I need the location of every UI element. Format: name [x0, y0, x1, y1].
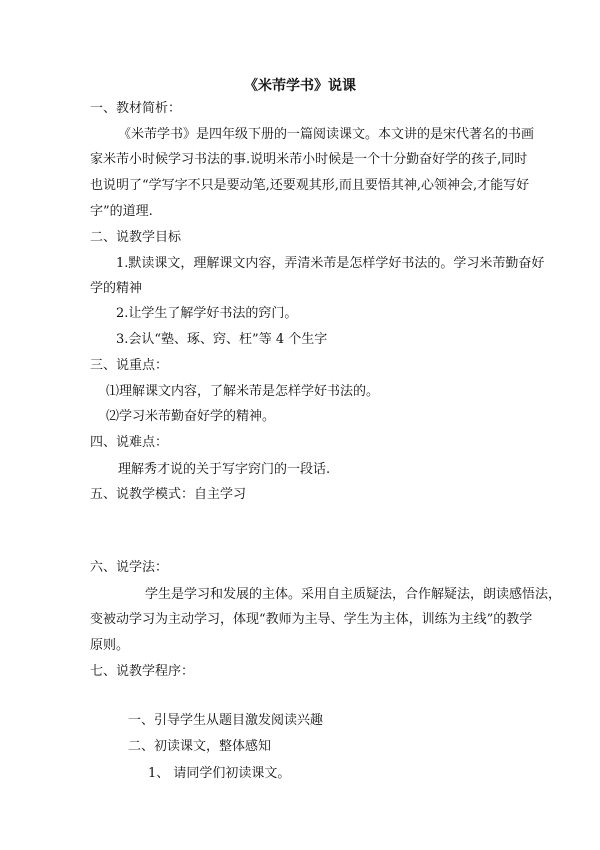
section-heading-textbook-analysis: 一、教材简析：	[90, 101, 182, 116]
section-heading-teaching-mode: 五、说教学模式：自主学习	[90, 487, 247, 502]
paragraph-line: 家米芾小时候学习书法的事.说明米芾小时候是一个十分勤奋好学的孩子,同时	[90, 152, 528, 167]
goal-item: 2.让学生了解学好书法的窍门。	[116, 306, 298, 321]
paragraph-line: 也说明了“学写字不只是要动笔,还要观其形,而且要悟其神,心领神会,才能写好	[90, 178, 530, 193]
section-heading-teaching-procedure: 七、说教学程序：	[90, 664, 195, 679]
key-point-item: ⑴理解课文内容，了解米芾是怎样学好书法的。	[106, 384, 380, 399]
procedure-step: 二、初读课文，整体感知	[128, 739, 272, 754]
section-heading-learning-methods: 六、说学法：	[90, 560, 169, 575]
paragraph-line: 变被动学习为主动学习，体现“教师为主导、学生为主体，训练为主线”的教学	[90, 612, 533, 627]
section-heading-teaching-goals: 二、说教学目标	[90, 230, 182, 245]
goal-item: 1.默读课文，理解课文内容，弄清米芾是怎样学好书法的。学习米芾勤奋好	[116, 256, 545, 271]
section-heading-key-points: 三、说重点：	[90, 358, 169, 373]
procedure-substep: 1、 请同学们初读课文。	[148, 766, 291, 781]
paragraph-line: 学生是学习和发展的主体。采用自主质疑法，合作解疑法，朗读感悟法，	[145, 587, 562, 602]
paragraph-line: 字”的道理.	[90, 204, 153, 219]
difficulty-item: 理解秀才说的关于写字窍门的一段话.	[118, 462, 331, 477]
goal-item: 3.会认“塾、琢、窍、枉”等 4 个生字	[116, 332, 328, 347]
paragraph-line: 《米芾学书》是四年级下册的一篇阅读课文。本文讲的是宋代著名的书画	[118, 127, 535, 142]
paragraph-line: 原则。	[90, 638, 130, 653]
section-heading-difficulties: 四、说难点：	[90, 435, 169, 450]
page-title: 《米芾学书》说课	[244, 78, 356, 94]
key-point-item: ⑵学习米芾勤奋好学的精神。	[106, 409, 276, 424]
goal-item-continued: 学的精神	[90, 281, 143, 296]
procedure-step: 一、引导学生从题目激发阅读兴趣	[128, 713, 324, 728]
